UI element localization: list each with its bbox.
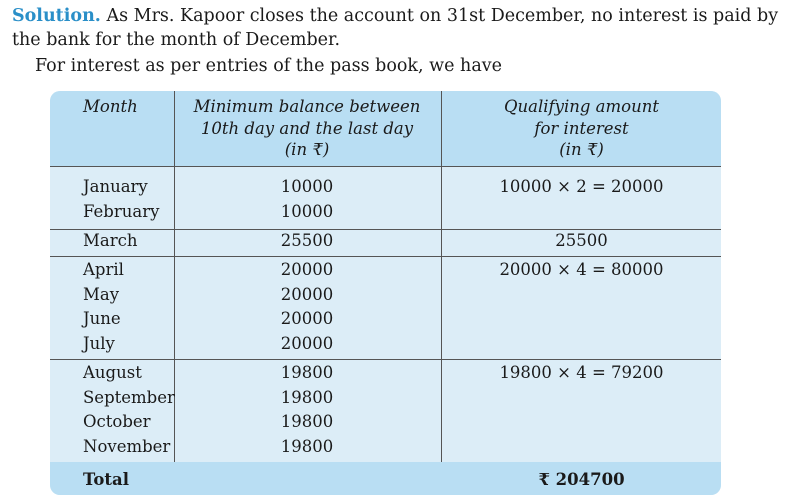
- month-cell: October: [83, 412, 151, 431]
- header-qualifying-line: Qualifying amount: [504, 97, 659, 116]
- header-min-balance-line: (in ₹): [284, 140, 330, 159]
- balance-cell: 20000: [280, 284, 334, 304]
- balance-cell: 10000: [280, 201, 334, 221]
- month-cell: August: [83, 363, 142, 382]
- row-divider: [50, 359, 721, 360]
- balance-cell: 25500: [280, 231, 334, 250]
- header-month: Month: [83, 97, 138, 116]
- month-cell: November: [83, 436, 171, 456]
- total-value: ₹ 204700: [538, 470, 625, 489]
- row-divider: [50, 166, 721, 167]
- balance-cell: 19800: [280, 412, 334, 431]
- header-qualifying-line: for interest: [534, 118, 629, 138]
- header-qualifying-line: (in ₹): [559, 140, 604, 159]
- qualifying-cell: 10000 × 2 = 20000: [499, 177, 664, 196]
- balance-cell: 19800: [280, 436, 334, 456]
- month-cell: January: [83, 177, 148, 196]
- month-cell: May: [83, 284, 120, 304]
- solution-text: As Mrs. Kapoor closes the account on 31st December, no interest is paid by the bank for the month of December.: [12, 6, 779, 50]
- total-label: Total: [83, 470, 129, 489]
- header-qualifying: [442, 96, 721, 161]
- balance-cell: 19800: [280, 363, 334, 382]
- solution-paragraph: [12, 4, 797, 52]
- row-divider: [50, 256, 721, 257]
- month-cell: March: [83, 231, 138, 250]
- balance-cell: 20000: [280, 309, 334, 328]
- solution-lead: Solution.: [12, 6, 101, 26]
- qualifying-cell: 20000 × 4 = 80000: [499, 260, 664, 279]
- qualifying-cell: 25500: [555, 231, 608, 250]
- header-min-balance-line: Minimum balance between: [193, 97, 421, 116]
- balance-cell: 19800: [280, 387, 334, 407]
- month-cell: July: [83, 333, 115, 353]
- balance-cell: 20000: [280, 333, 334, 353]
- interest-table: [50, 91, 721, 495]
- balance-cell: 20000: [280, 260, 334, 279]
- intro-text: For interest as per entries of the pass book, we have: [35, 56, 502, 76]
- month-cell: February: [83, 201, 160, 221]
- month-cell: September: [83, 387, 175, 407]
- header-min-balance-line: 10th day and the last day: [200, 118, 414, 138]
- month-cell: April: [83, 260, 124, 279]
- month-cell: June: [83, 309, 121, 328]
- qualifying-cell: 19800 × 4 = 79200: [499, 363, 664, 382]
- header-min-balance: [174, 96, 440, 161]
- balance-cell: 10000: [280, 177, 334, 196]
